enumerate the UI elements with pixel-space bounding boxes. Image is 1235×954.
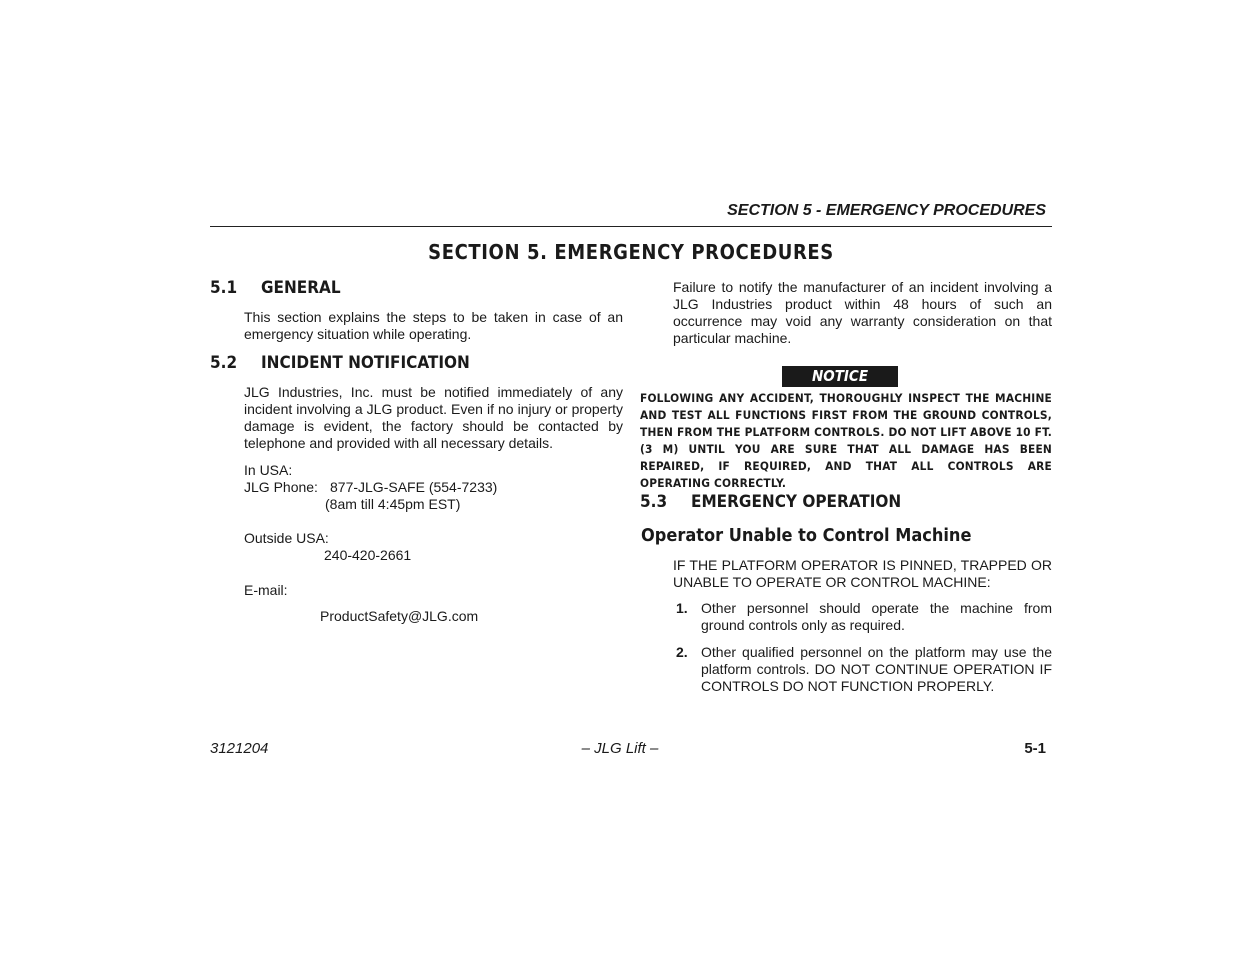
incident-paragraph: JLG Industries, Inc. must be notified immediately of any incident involving a JLG product. Even if no injury or property damage is evident, the factory should be contacted by telephone and provided with all necessary details. [244,384,623,451]
heading-incident-notification [210,353,470,373]
phone-label: JLG Phone: [244,479,318,495]
running-header: SECTION 5 - EMERGENCY PROCEDURES [727,202,1046,219]
footer-doc-number: 3121204 [210,740,269,757]
email-address[interactable]: ProductSafety@JLG.com [320,608,479,624]
list-item-number: 1. [676,600,688,616]
list-item-number: 2. [676,644,688,660]
notice-text: FOLLOWING ANY ACCIDENT, THOROUGHLY INSPECT THE MACHINE AND TEST ALL FUNCTIONS FIRST FROM THE GROUND CONTROLS, THEN FROM THE PLATFORM CONTROLS. DO NOT LIFT ABOVE 10 FT. (3 M) UNTIL YOU ARE SURE THAT ALL DAMAGE HAS BEEN REPAIRED, IF REQUIRED, AND THAT ALL CONTROLS ARE OPERATING CORRECTLY. [640,391,1052,490]
phone-value: 877-JLG-SAFE (554-7233) [330,479,498,495]
general-paragraph: This section explains the steps to be taken in case of an emergency situation while operating. [244,309,623,342]
failure-paragraph: Failure to notify the manufacturer of an incident involving a JLG Industries product within 48 hours of such an occurrence may void any warranty consideration on that particular machine. [673,279,1052,346]
operation-intro: IF THE PLATFORM OPERATOR IS PINNED, TRAPPED OR UNABLE TO OPERATE OR CONTROL MACHINE: [673,557,1052,590]
list-item: Other personnel should operate the machine from ground controls only as required. [701,600,1052,633]
in-usa-label: In USA: [244,462,293,478]
footer-center: – JLG Lift – [581,740,659,757]
heading-text: EMERGENCY OPERATION [691,492,902,512]
outside-usa-phone: 240-420-2661 [324,547,412,563]
heading-emergency-operation [640,492,901,512]
heading-number: 5.2 [210,353,238,373]
email-label: E-mail: [244,582,288,598]
heading-text: GENERAL [261,278,341,298]
header-rule [210,226,1052,227]
heading-general [210,278,341,298]
list-item: Other qualified personnel on the platform may use the platform controls. DO NOT CONTINUE OPERATION IF CONTROLS DO NOT FUNCTION PROPERLY. [701,644,1052,694]
outside-usa-label: Outside USA: [244,530,329,546]
notice-badge: NOTICE [782,366,898,387]
heading-number: 5.3 [640,492,668,512]
phone-hours: (8am till 4:45pm EST) [325,496,461,512]
footer-page-number: 5-1 [1024,740,1046,757]
subheading-operator-unable: Operator Unable to Control Machine [641,525,972,546]
section-title: SECTION 5. EMERGENCY PROCEDURES [428,240,834,264]
heading-number: 5.1 [210,278,238,298]
heading-text: INCIDENT NOTIFICATION [261,353,470,373]
